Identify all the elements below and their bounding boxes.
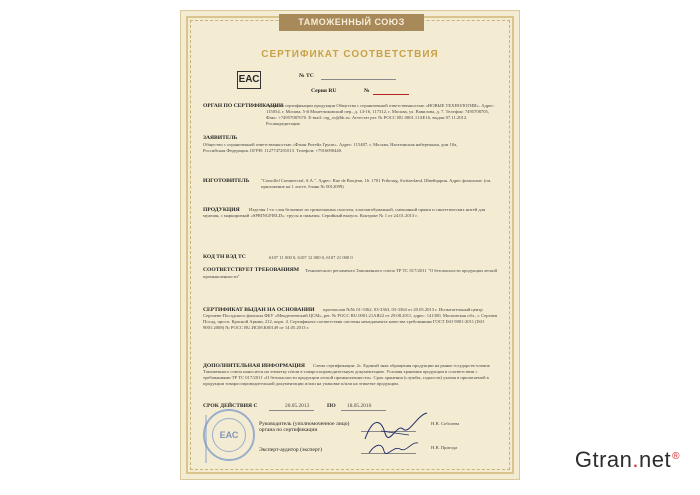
- eac-mark: ЕАС: [237, 71, 261, 89]
- number-line: [321, 79, 396, 80]
- gtran-watermark: [575, 447, 680, 473]
- number-label: № ТС: [299, 73, 314, 79]
- watermark-registered: ®: [672, 450, 680, 462]
- watermark-tld: net: [639, 447, 672, 472]
- expert-name: Н.В. Пригода: [431, 445, 458, 450]
- validity-to: 18.05.2016: [347, 403, 372, 409]
- watermark-main: Gtran: [574, 447, 633, 472]
- validity-from: 20.05.2013: [285, 403, 310, 409]
- body-label: ОРГАН ПО СЕРТИФИКАЦИИ: [203, 103, 284, 109]
- series-number-label: №: [364, 88, 370, 94]
- validity-from-line: [269, 410, 314, 411]
- manufacturer-text: "Consiflel Commercial, S.A.". Адрес: Rue de Boujean, 16. 1701 Fribourg, Switzerland, Швейцария. Адрес филиалов: (см. приложение на 1 листе, бланк № 0012099): [261, 178, 492, 189]
- manufacturer-label: ИЗГОТОВИТЕЛЬ: [203, 178, 250, 184]
- series-label: Серия RU: [311, 88, 337, 94]
- body-text: Орган по сертификации продукции Общества с ограниченной ответственностью «НОВЫЕ ТЕХНОЛОГИИ». Адрес: 115054, г. Москва, 5-й Монетчиковский пер., д. 14-16, 117312, г. Москва, ул. Вавилова, д. 7. Телефон: 7495708705, Факс: +74957087670. E-mail: org_os@bk.ru. Аттестат рег. № РОСС RU.0001.11АЕ16, выдан 07.11.2012. Росаккредитация: [266, 103, 495, 126]
- validity-label: СРОК ДЕЙСТВИЯ С: [203, 403, 258, 409]
- applicant-label: ЗАЯВИТЕЛЬ: [203, 135, 238, 141]
- stamp-mark: ЕАС: [219, 430, 239, 440]
- conformity-label: СООТВЕТСТВУЕТ ТРЕБОВАНИЯМ: [203, 267, 300, 273]
- series-number-line: [373, 94, 409, 95]
- customs-union-banner: ТАМОЖЕННЫЙ СОЮЗ: [279, 14, 424, 31]
- extra-info-text: Схема сертификации: 2с. Единый знак обращения продукции на рынке государств-членов Таможенного союза наносится на этикетку и/или в товаросопроводительную документацию. Условия хранения продукции в соответствии с требованиями ТР ТС 017/2011 «О безопасности продукции легкой промышленности». Срок хранения (службы, годности) указан в прилагаемой к продукции товаросопроводительной документации и/или на упаковке и/или на этикетке продукции.: [203, 363, 490, 386]
- watermark-dot: .: [632, 447, 640, 472]
- applicant-text: Общество с ограниченной ответственностью «Фэшн Ритейл Групп». Адрес: 115487, г. Москва, Нагатинская набережная, дом 10а, Российская Федерация. ОГРН: 1127747201013. Телефон: +7916090440.: [203, 142, 458, 153]
- code-text: 6107 11 000 0, 6107 12 000 0, 6107 21 000 0: [269, 255, 353, 260]
- validity-to-label: ПО: [327, 403, 336, 409]
- conformity-text: Технического регламента Таможенного союза ТР ТС 017/2011 "О безопасности продукции легкой промышленности": [203, 268, 497, 279]
- product-text: Изделия 1-го слоя бельевые из трикотажных полотен, хлопчатобумажной, смешанной пряжи и синтетических нитей для мужчин, с маркировкой «SPRINGFIELD»: трусы и пижамы. Серийный выпуск. Контракт № 1 от 24.01.2013 г.: [203, 207, 486, 218]
- certificate-title: СЕРТИФИКАТ СООТВЕТСТВИЯ: [261, 49, 439, 60]
- code-label: КОД ТН ВЭД ТС: [203, 254, 246, 260]
- expert-label: Эксперт-аудитор (эксперт): [259, 447, 322, 453]
- basis-label: СЕРТИФИКАТ ВЫДАН НА ОСНОВАНИИ: [203, 307, 315, 313]
- expert-signature: [366, 439, 421, 457]
- basis-text: протоколов №№ 01-3362, 03-3363, 03-3364 от 20.05.2013 г. Испытательный центр Сергиево-Посадского филиала ФБУ «Менделеевский ЦСМ», рег. № РОСС RU.0001.21АЯ22 от 29.08.2011, адрес: 141300, Московская обл., г. Сергиев Посад, просп. Красной Армии, 212, корп. 4. Сертификата соответствия системы менеджмента качества требованиям ГОСТ ISO 9001-2011 (ISO 9001:2008) № РОСС RU.ИС08.К00149 от 14.05.2013 г.: [203, 307, 498, 330]
- certification-stamp: [203, 409, 255, 461]
- certificate-document: [180, 10, 520, 480]
- extra-info-label: ДОПОЛНИТЕЛЬНАЯ ИНФОРМАЦИЯ: [203, 363, 305, 369]
- head-name: Н.В. Соболева: [431, 421, 460, 426]
- head-label: Руководитель (уполномоченное лицо) органа по сертификации: [259, 421, 350, 433]
- product-label: ПРОДУКЦИЯ: [203, 207, 240, 213]
